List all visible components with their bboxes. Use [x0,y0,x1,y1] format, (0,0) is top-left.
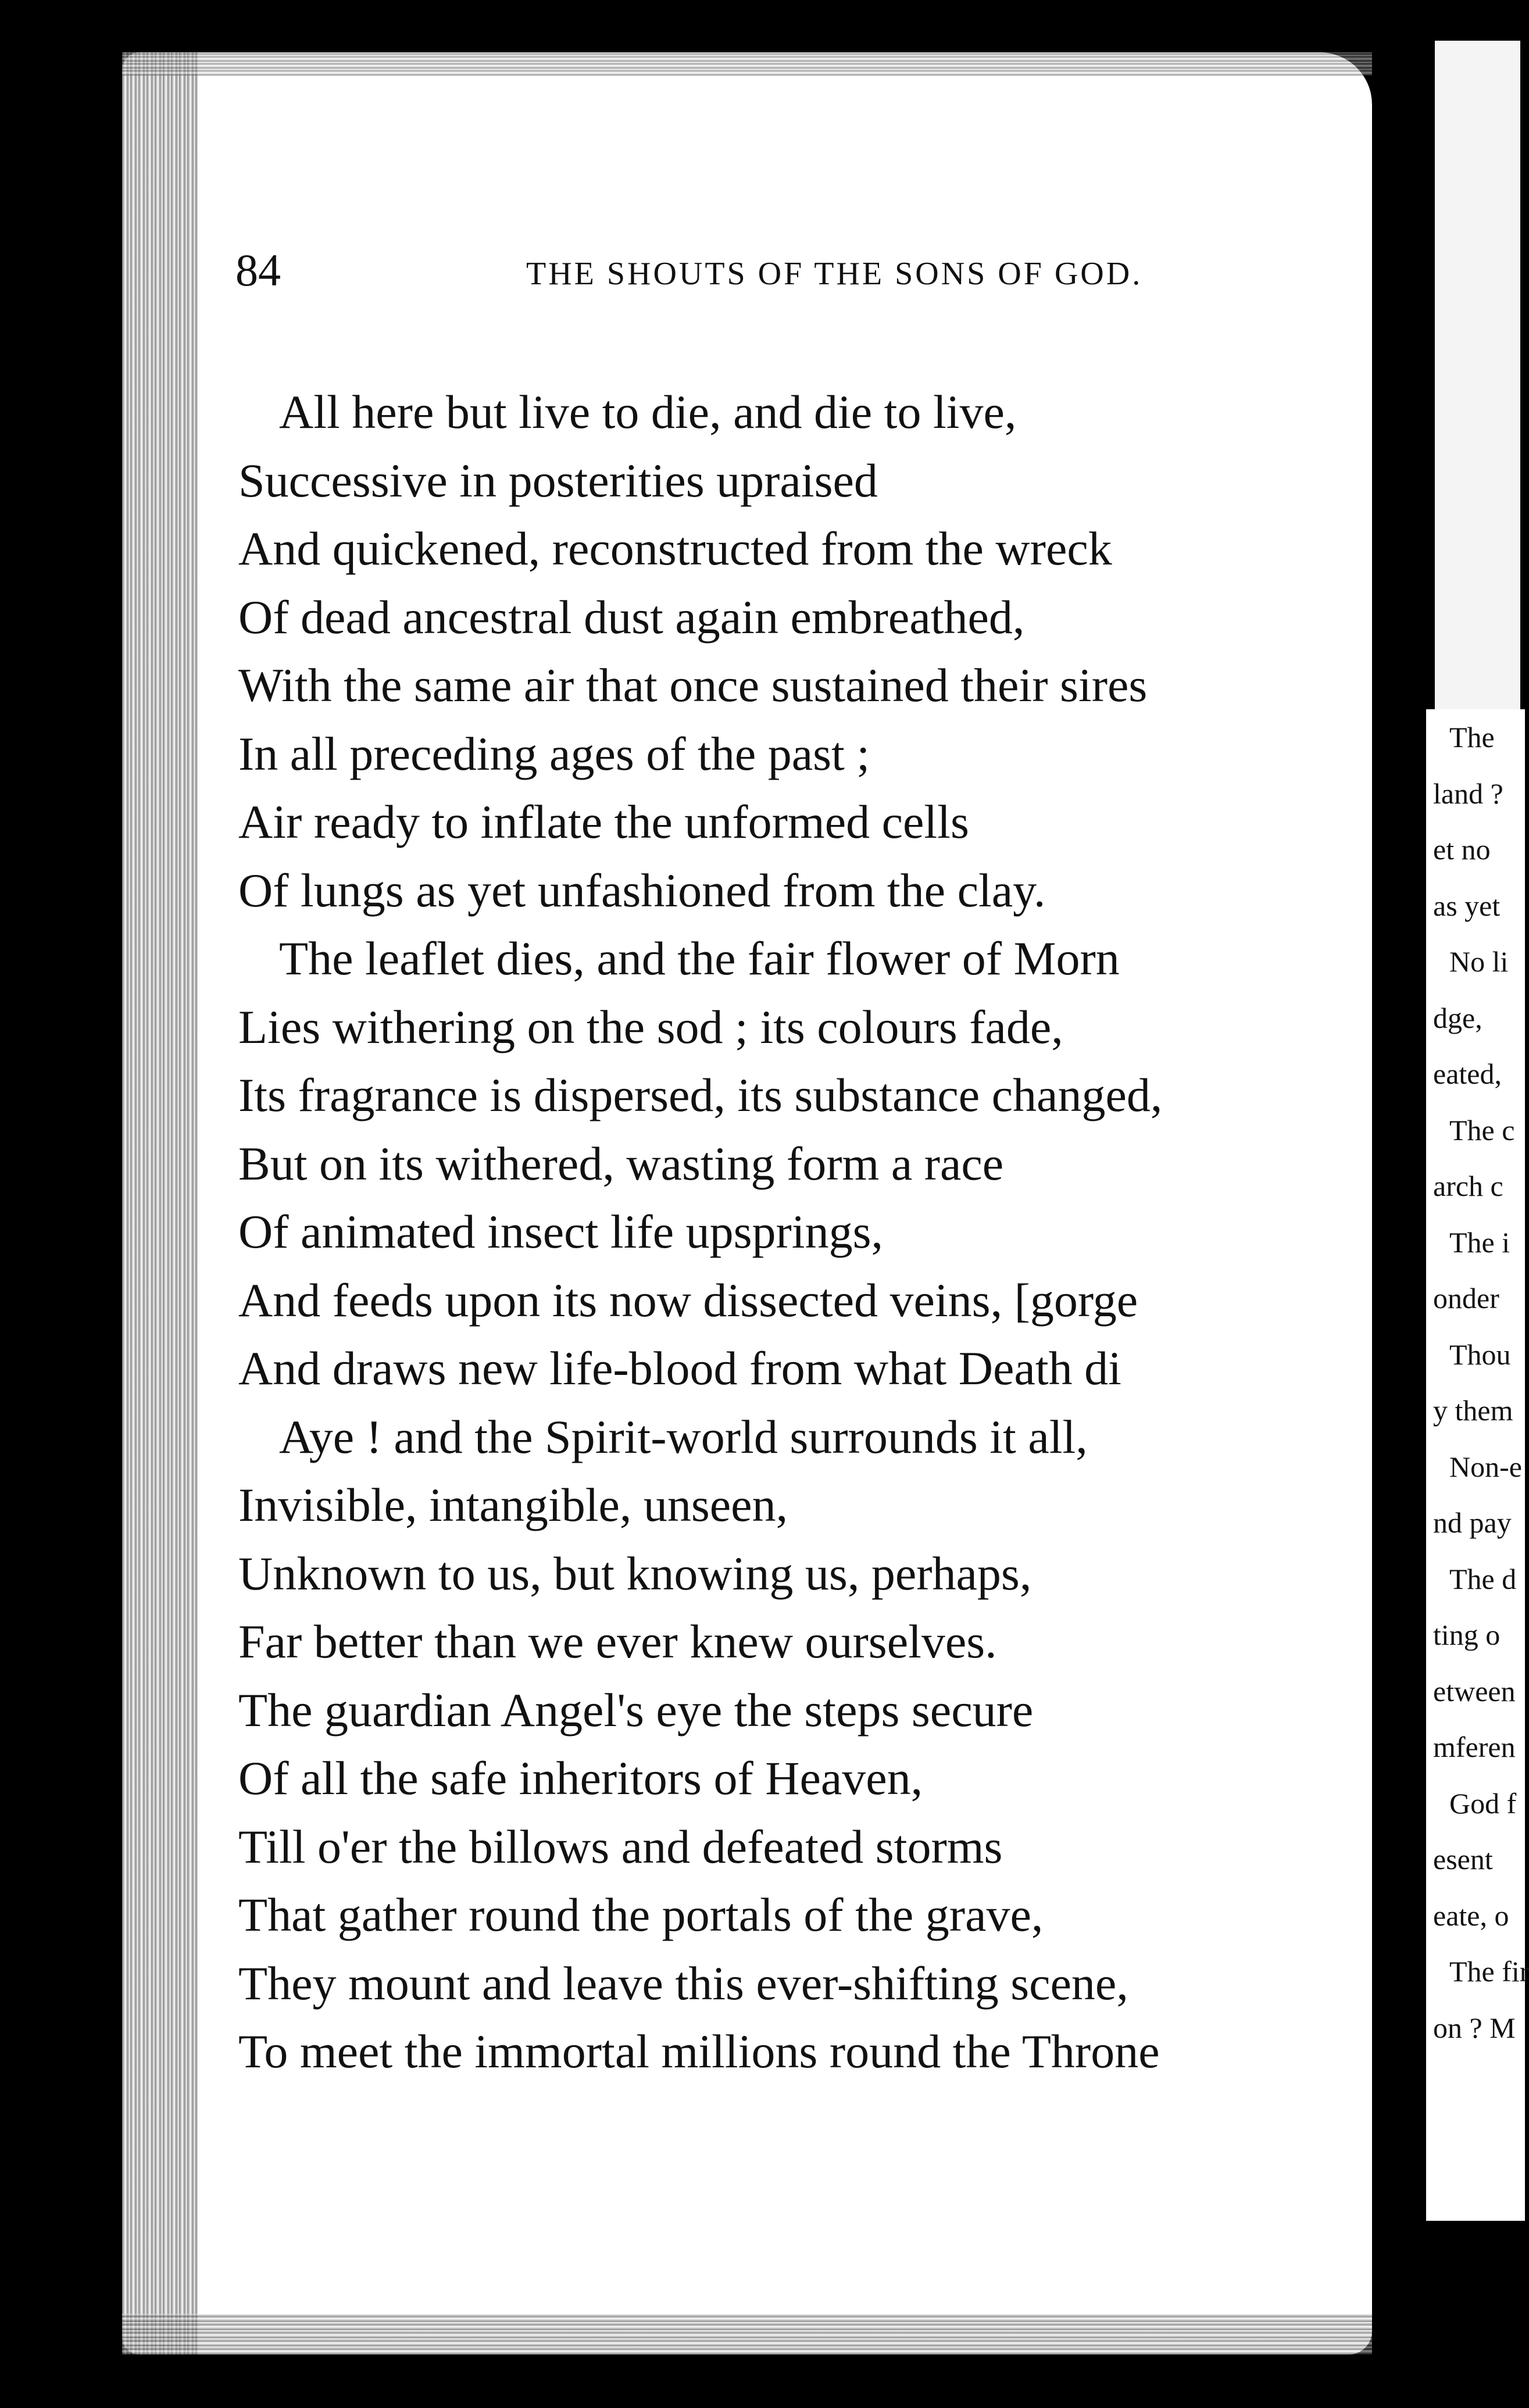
facing-line: The d [1449,1562,1517,1595]
poem-line: Successive in posterities upraised [238,453,878,507]
page-number: 84 [235,245,281,295]
poem-line: In all preceding ages of the past ; [238,727,870,780]
poem-line: Unknown to us, but knowing us, perhaps, [238,1546,1032,1600]
poem-line: The leaflet dies, and the fair flower of Morn [279,932,1120,985]
poem-line: Aye ! and the Spirit-world surrounds it all, [279,1410,1088,1463]
facing-line: The c [1449,1113,1515,1146]
poem-line: They mount and leave this ever-shifting scene, [238,1956,1128,2010]
poem-line: Of all the safe inheritors of Heaven, [238,1752,923,1805]
poem-line: That gather round the portals of the grave, [238,1888,1044,1941]
poem-line: Of animated insect life upsprings, [238,1205,884,1258]
poem-line: All here but live to die, and die to live, [279,385,1017,438]
facing-line: God f [1449,1787,1517,1820]
page-edge-top [122,52,1372,76]
facing-line: The fir [1449,1955,1529,1988]
facing-line: land ? [1433,777,1503,810]
poem-line: And draws new life-blood from what Death di [238,1342,1121,1395]
facing-line: Thou [1449,1338,1511,1371]
facing-line: dge, [1433,1001,1482,1034]
facing-line: onder [1433,1282,1499,1314]
facing-line: etween [1433,1674,1516,1707]
facing-line: et no [1433,833,1491,866]
page-edge-left [122,52,198,2355]
poem-line: But on its withered, wasting form a race [238,1137,1004,1190]
poem-line: Air ready to inflate the unformed cells [238,795,969,848]
poem-line: Invisible, intangible, unseen, [238,1478,788,1531]
facing-line: y them [1433,1394,1513,1427]
facing-line: mferen [1433,1731,1516,1763]
poem-line: Till o'er the billows and defeated storms [238,1820,1003,1873]
running-title: THE SHOUTS OF THE SONS OF GOD. [526,256,1143,292]
poem-line: And feeds upon its now dissected veins, [gorge [238,1273,1138,1327]
facing-line: on ? M [1433,2011,1516,2044]
facing-line: The i [1449,1226,1510,1259]
poem-line: To meet the immortal millions round the Throne [238,2025,1160,2078]
facing-line: Non-e [1449,1450,1522,1483]
facing-line: as yet [1433,889,1501,922]
facing-page-top [1435,41,1520,709]
poem-line: Of dead ancestral dust again embreathed, [238,590,1025,644]
poem-line: And quickened, reconstructed from the wreck [238,522,1112,575]
poem-line: Lies withering on the sod ; its colours fade, [238,1000,1063,1053]
facing-line: ting o [1433,1619,1501,1651]
poem-line: Its fragrance is dispersed, its substance changed, [238,1069,1163,1121]
facing-line: esent [1433,1843,1493,1875]
poem-line: With the same air that once sustained their sires [238,659,1148,712]
poem-text [238,378,1372,2086]
page-edge-bottom [122,2314,1372,2355]
facing-line: No li [1449,945,1509,978]
poem-line: The guardian Angel's eye the steps secure [238,1683,1034,1737]
facing-page-fragment [1421,709,1529,2221]
facing-line: The [1449,721,1495,753]
poem-line: Far better than we ever knew ourselves. [238,1615,997,1668]
facing-line: eate, o [1433,1899,1509,1932]
page-header [235,244,1253,296]
poem-line: Of lungs as yet unfashioned from the clay. [238,863,1046,917]
facing-line: eated, [1433,1057,1502,1090]
facing-line: nd pay [1433,1506,1512,1539]
facing-line: arch c [1433,1170,1503,1202]
